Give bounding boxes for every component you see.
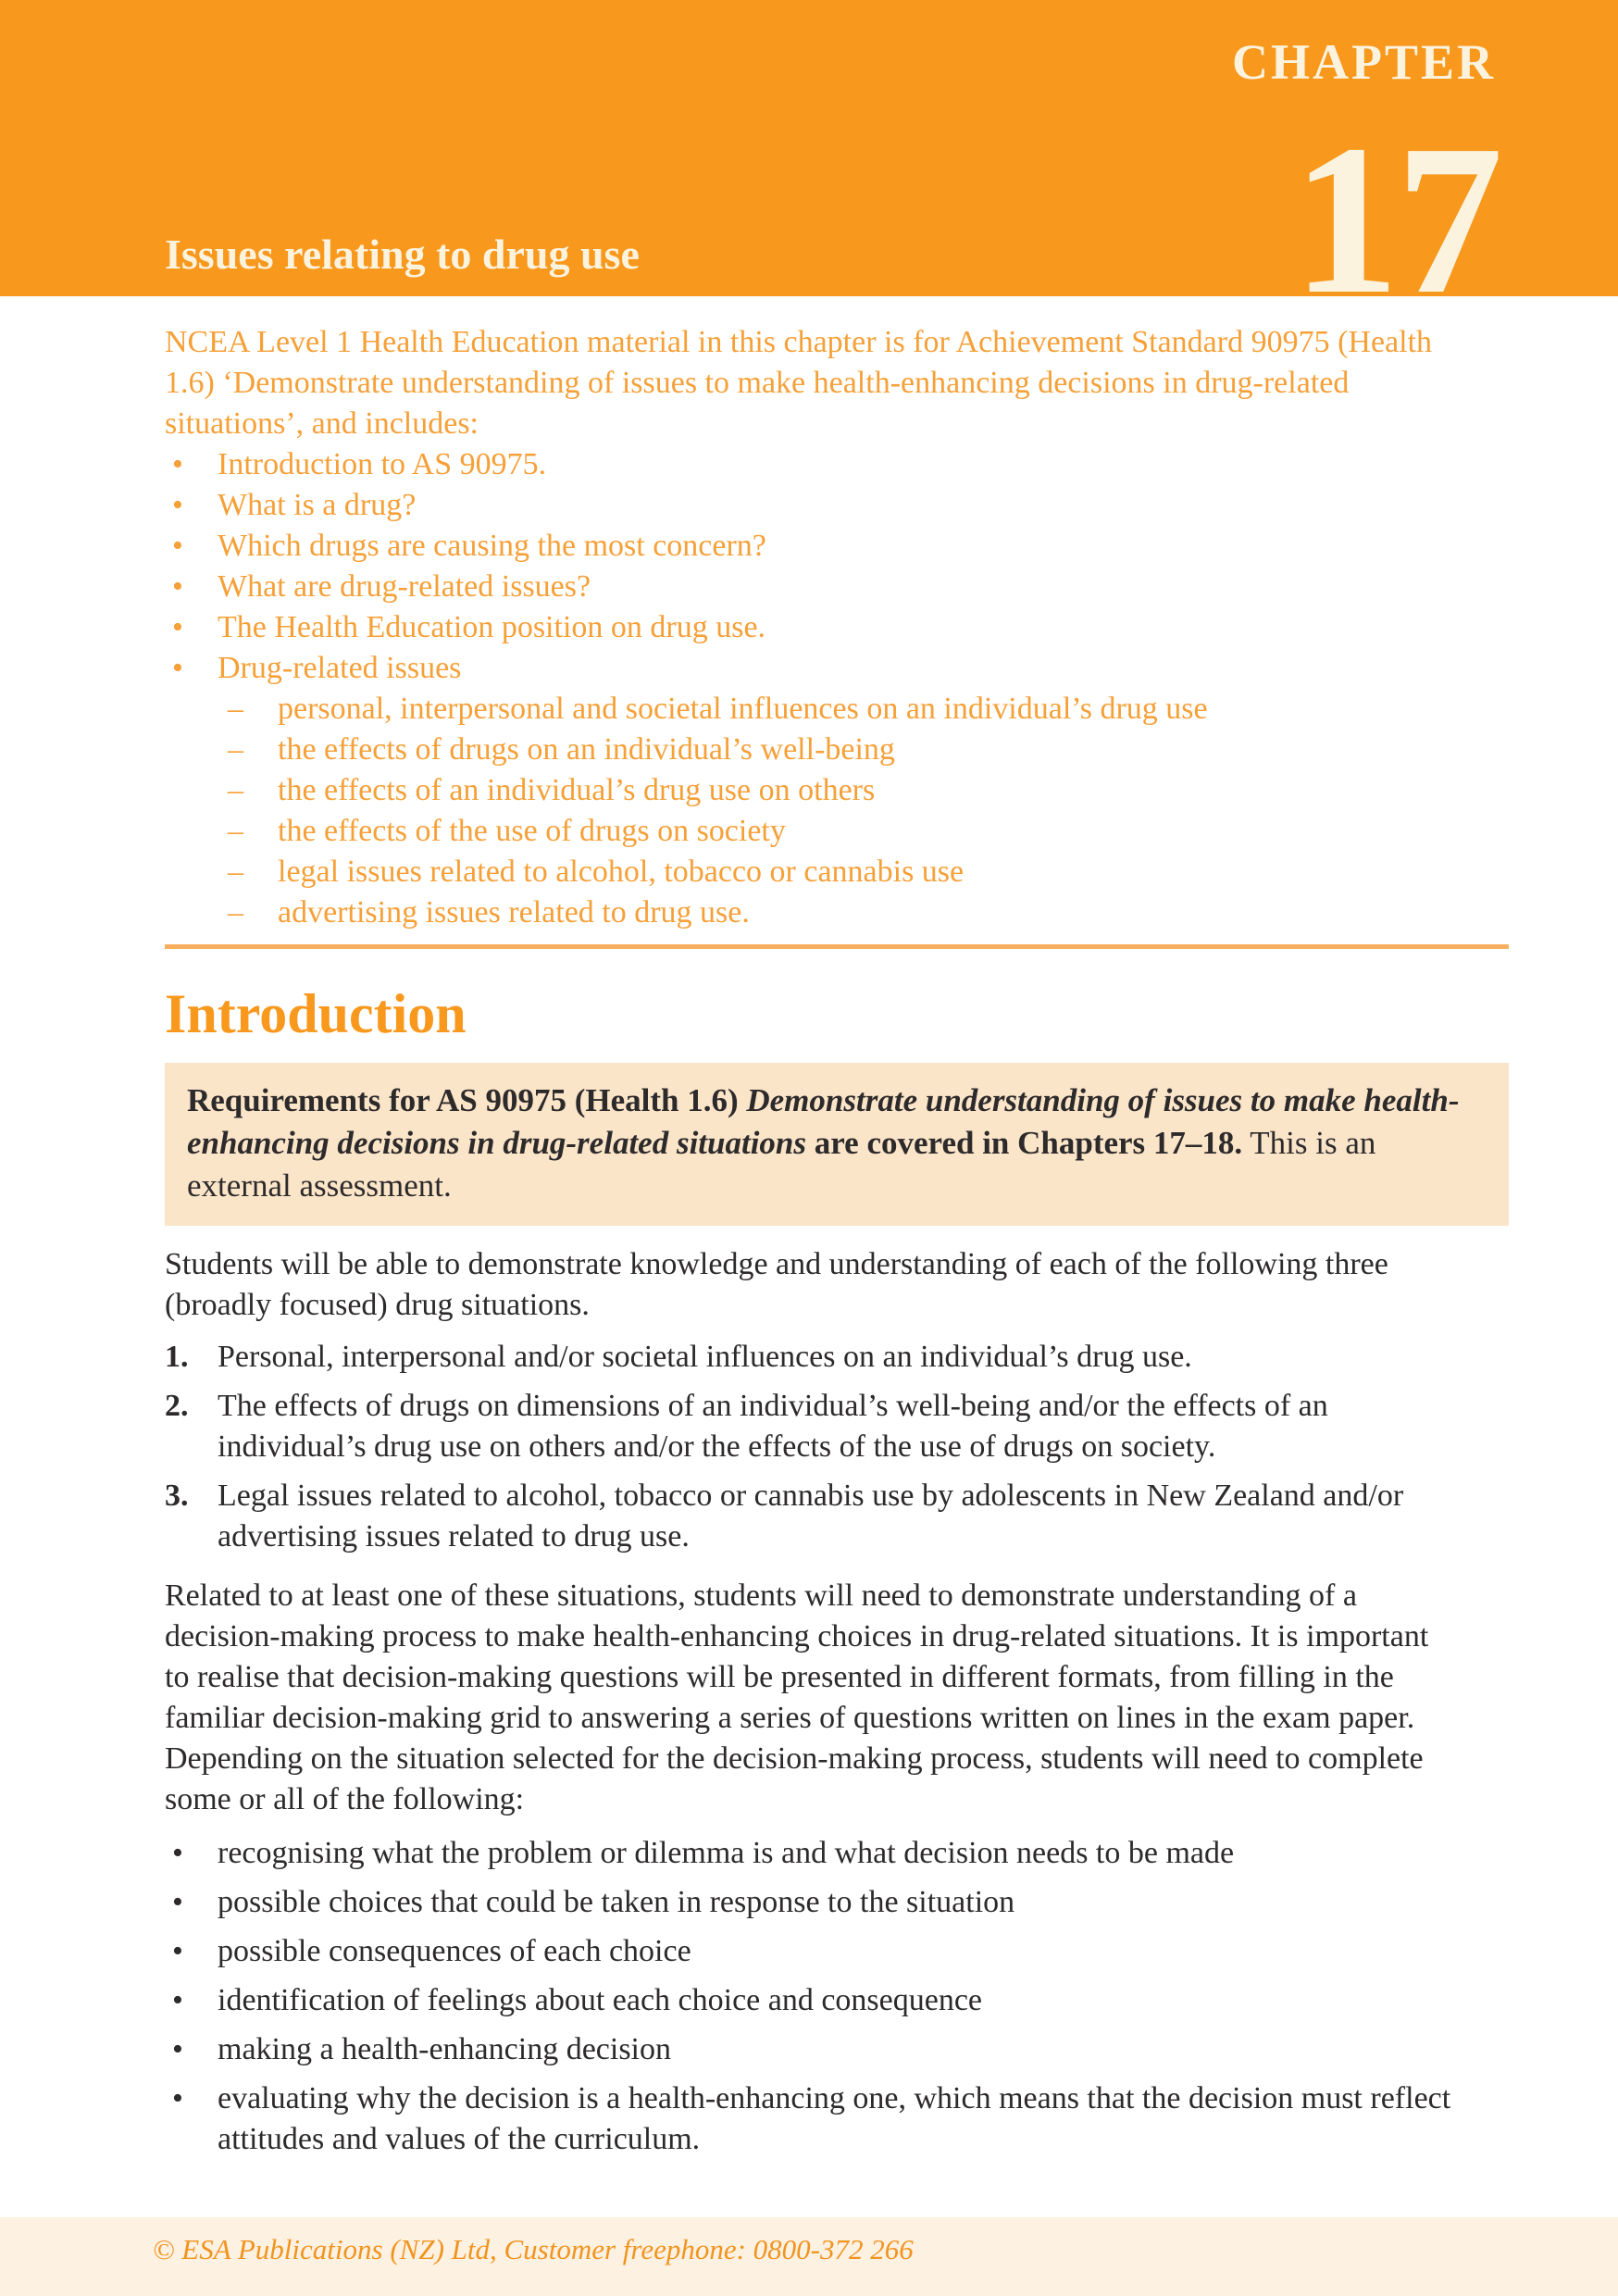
intro-sub-bullet-item — [165, 689, 1479, 730]
intro-bullet-item — [165, 485, 1479, 526]
intro-sub-bullet-item — [165, 852, 1479, 892]
intro-sub-bullet-text: personal, interpersonal and societal influences on an individual’s drug use — [278, 692, 1208, 726]
bullet-icon — [172, 526, 183, 567]
intro-bullet-text: The Health Education position on drug use. — [218, 610, 766, 644]
dash-icon — [228, 770, 243, 811]
decision-bullet-text: identification of feelings about each choice and consequence — [218, 1983, 983, 2017]
numbered-item-text: Personal, interpersonal and/or societal influences on an individual’s drug use. — [218, 1340, 1192, 1374]
bullet-icon — [172, 607, 183, 648]
requirements-box — [165, 1063, 1509, 1226]
numbered-item-text: Legal issues related to alcohol, tobacco or cannabis use by adolescents in New Zealand and/or advertising issues related to drug use. — [218, 1479, 1404, 1554]
bullet-icon — [172, 2029, 183, 2070]
intro-bullet-item — [165, 526, 1479, 567]
decision-bullet-item — [165, 1931, 1479, 1972]
intro-bullet-text: Which drugs are causing the most concern? — [218, 529, 766, 563]
bullet-icon — [172, 485, 183, 526]
intro-sub-bullet-item — [165, 811, 1479, 852]
decision-bullet-item — [165, 2078, 1479, 2160]
numbered-item — [165, 1337, 1461, 1378]
footer-credit: © ESA Publications (NZ) Ltd, Customer freephone: 0800-372 266 — [153, 2233, 914, 2265]
page-footer-band — [0, 2217, 1618, 2296]
decision-process-bullet-list — [165, 1833, 1479, 2160]
intro-bullet-text: What is a drug? — [218, 488, 417, 522]
dash-icon — [228, 730, 243, 770]
intro-sub-bullet-item — [165, 892, 1479, 933]
chapter-header-band — [0, 0, 1618, 296]
intro-bullet-item — [165, 567, 1479, 607]
intro-sub-bullet-text: advertising issues related to drug use. — [278, 895, 750, 930]
dash-icon — [228, 852, 243, 892]
requirements-plain-tail: This is an external assessment. — [187, 1125, 1376, 1204]
intro-sub-bullet-text: legal issues related to alcohol, tobacco or cannabis use — [278, 855, 965, 889]
section-heading: Introduction — [165, 983, 467, 1044]
chapter-label: CHAPTER — [1231, 34, 1496, 90]
intro-sub-bullet-text: the effects of the use of drugs on society — [278, 814, 786, 848]
intro-sub-bullet-list — [165, 689, 1479, 933]
chapter-number: 17 — [1292, 101, 1500, 296]
numbered-item — [165, 1386, 1461, 1467]
numbered-item-number: 1. — [165, 1340, 189, 1374]
decision-bullet-text: possible choices that could be taken in response to the situation — [218, 1885, 1015, 1919]
section-divider — [165, 944, 1509, 949]
bullet-icon — [172, 567, 183, 607]
numbered-item-number: 2. — [165, 1389, 189, 1423]
body-paragraph-2: Related to at least one of these situations, students will need to demonstrate understanding of a decision-making process to make health-enhancing choices in drug-related situations. It is important to realise that decision-making questions will be presented in different formats, from filling in the familiar decision-making grid to answering a series of questions written on lines in the exam paper. Depending on the situation selected for the decision-making process, students will need to complete some or all of the following: — [165, 1578, 1429, 1816]
decision-bullet-item — [165, 1882, 1479, 1923]
numbered-item-number: 3. — [165, 1479, 189, 1513]
intro-sub-bullet-text: the effects of an individual’s drug use on others — [278, 773, 876, 807]
bullet-icon — [172, 648, 183, 689]
dash-icon — [228, 892, 243, 933]
numbered-item-text: The effects of drugs on dimensions of an individual’s well-being and/or the effects of an individual’s drug use on others and/or the effects of the use of drugs on society. — [218, 1389, 1328, 1464]
bullet-icon — [172, 1931, 183, 1972]
decision-bullet-text: possible consequences of each choice — [218, 1934, 691, 1968]
intro-bullet-list — [165, 444, 1479, 689]
numbered-situation-list — [165, 1337, 1461, 1557]
bullet-icon — [172, 444, 183, 485]
bullet-icon — [172, 1833, 183, 1874]
decision-bullet-text: recognising what the problem or dilemma is and what decision needs to be made — [218, 1836, 1235, 1870]
decision-bullet-item — [165, 1980, 1479, 2021]
intro-bullet-item — [165, 648, 1479, 689]
bullet-icon — [172, 1882, 183, 1923]
decision-bullet-text: evaluating why the decision is a health-enhancing one, which means that the decision must reflect attitudes and values of the curriculum. — [218, 2081, 1451, 2156]
chapter-title: Issues relating to drug use — [165, 231, 640, 278]
dash-icon — [228, 689, 243, 730]
decision-bullet-item — [165, 1833, 1479, 1874]
intro-bullet-item — [165, 607, 1479, 648]
numbered-item — [165, 1476, 1461, 1557]
intro-bullet-text: What are drug-related issues? — [218, 569, 591, 604]
bullet-icon — [172, 1980, 183, 2021]
page-content — [0, 322, 1618, 2160]
intro-sub-bullet-item — [165, 730, 1479, 770]
requirements-bold-italic: Demonstrate understanding of issues to make health-enhancing decisions in drug-related situations — [187, 1082, 1460, 1161]
intro-bullet-text: Drug-related issues — [218, 651, 462, 685]
requirements-bold-lead: Requirements for AS 90975 (Health 1.6) — [187, 1082, 747, 1118]
bullet-icon — [172, 2078, 183, 2119]
decision-bullet-text: making a health-enhancing decision — [218, 2032, 671, 2066]
intro-bullet-text: Introduction to AS 90975. — [218, 447, 547, 481]
dash-icon — [228, 811, 243, 852]
intro-lead-paragraph: NCEA Level 1 Health Education material in this chapter is for Achievement Standard 90975 (Health 1.6) ‘Demonstrate understanding of issues to make health-enhancing decisions in drug-related situations’, and includes: — [165, 325, 1433, 441]
body-paragraph-1: Students will be able to demonstrate knowledge and understanding of each of the following three (broadly focused) drug situations. — [165, 1247, 1388, 1322]
decision-bullet-item — [165, 2029, 1479, 2070]
requirements-bold-tail: are covered in Chapters 17–18. — [806, 1125, 1243, 1161]
intro-sub-bullet-item — [165, 770, 1479, 811]
intro-bullet-item — [165, 444, 1479, 485]
intro-sub-bullet-text: the effects of drugs on an individual’s well-being — [278, 732, 895, 767]
